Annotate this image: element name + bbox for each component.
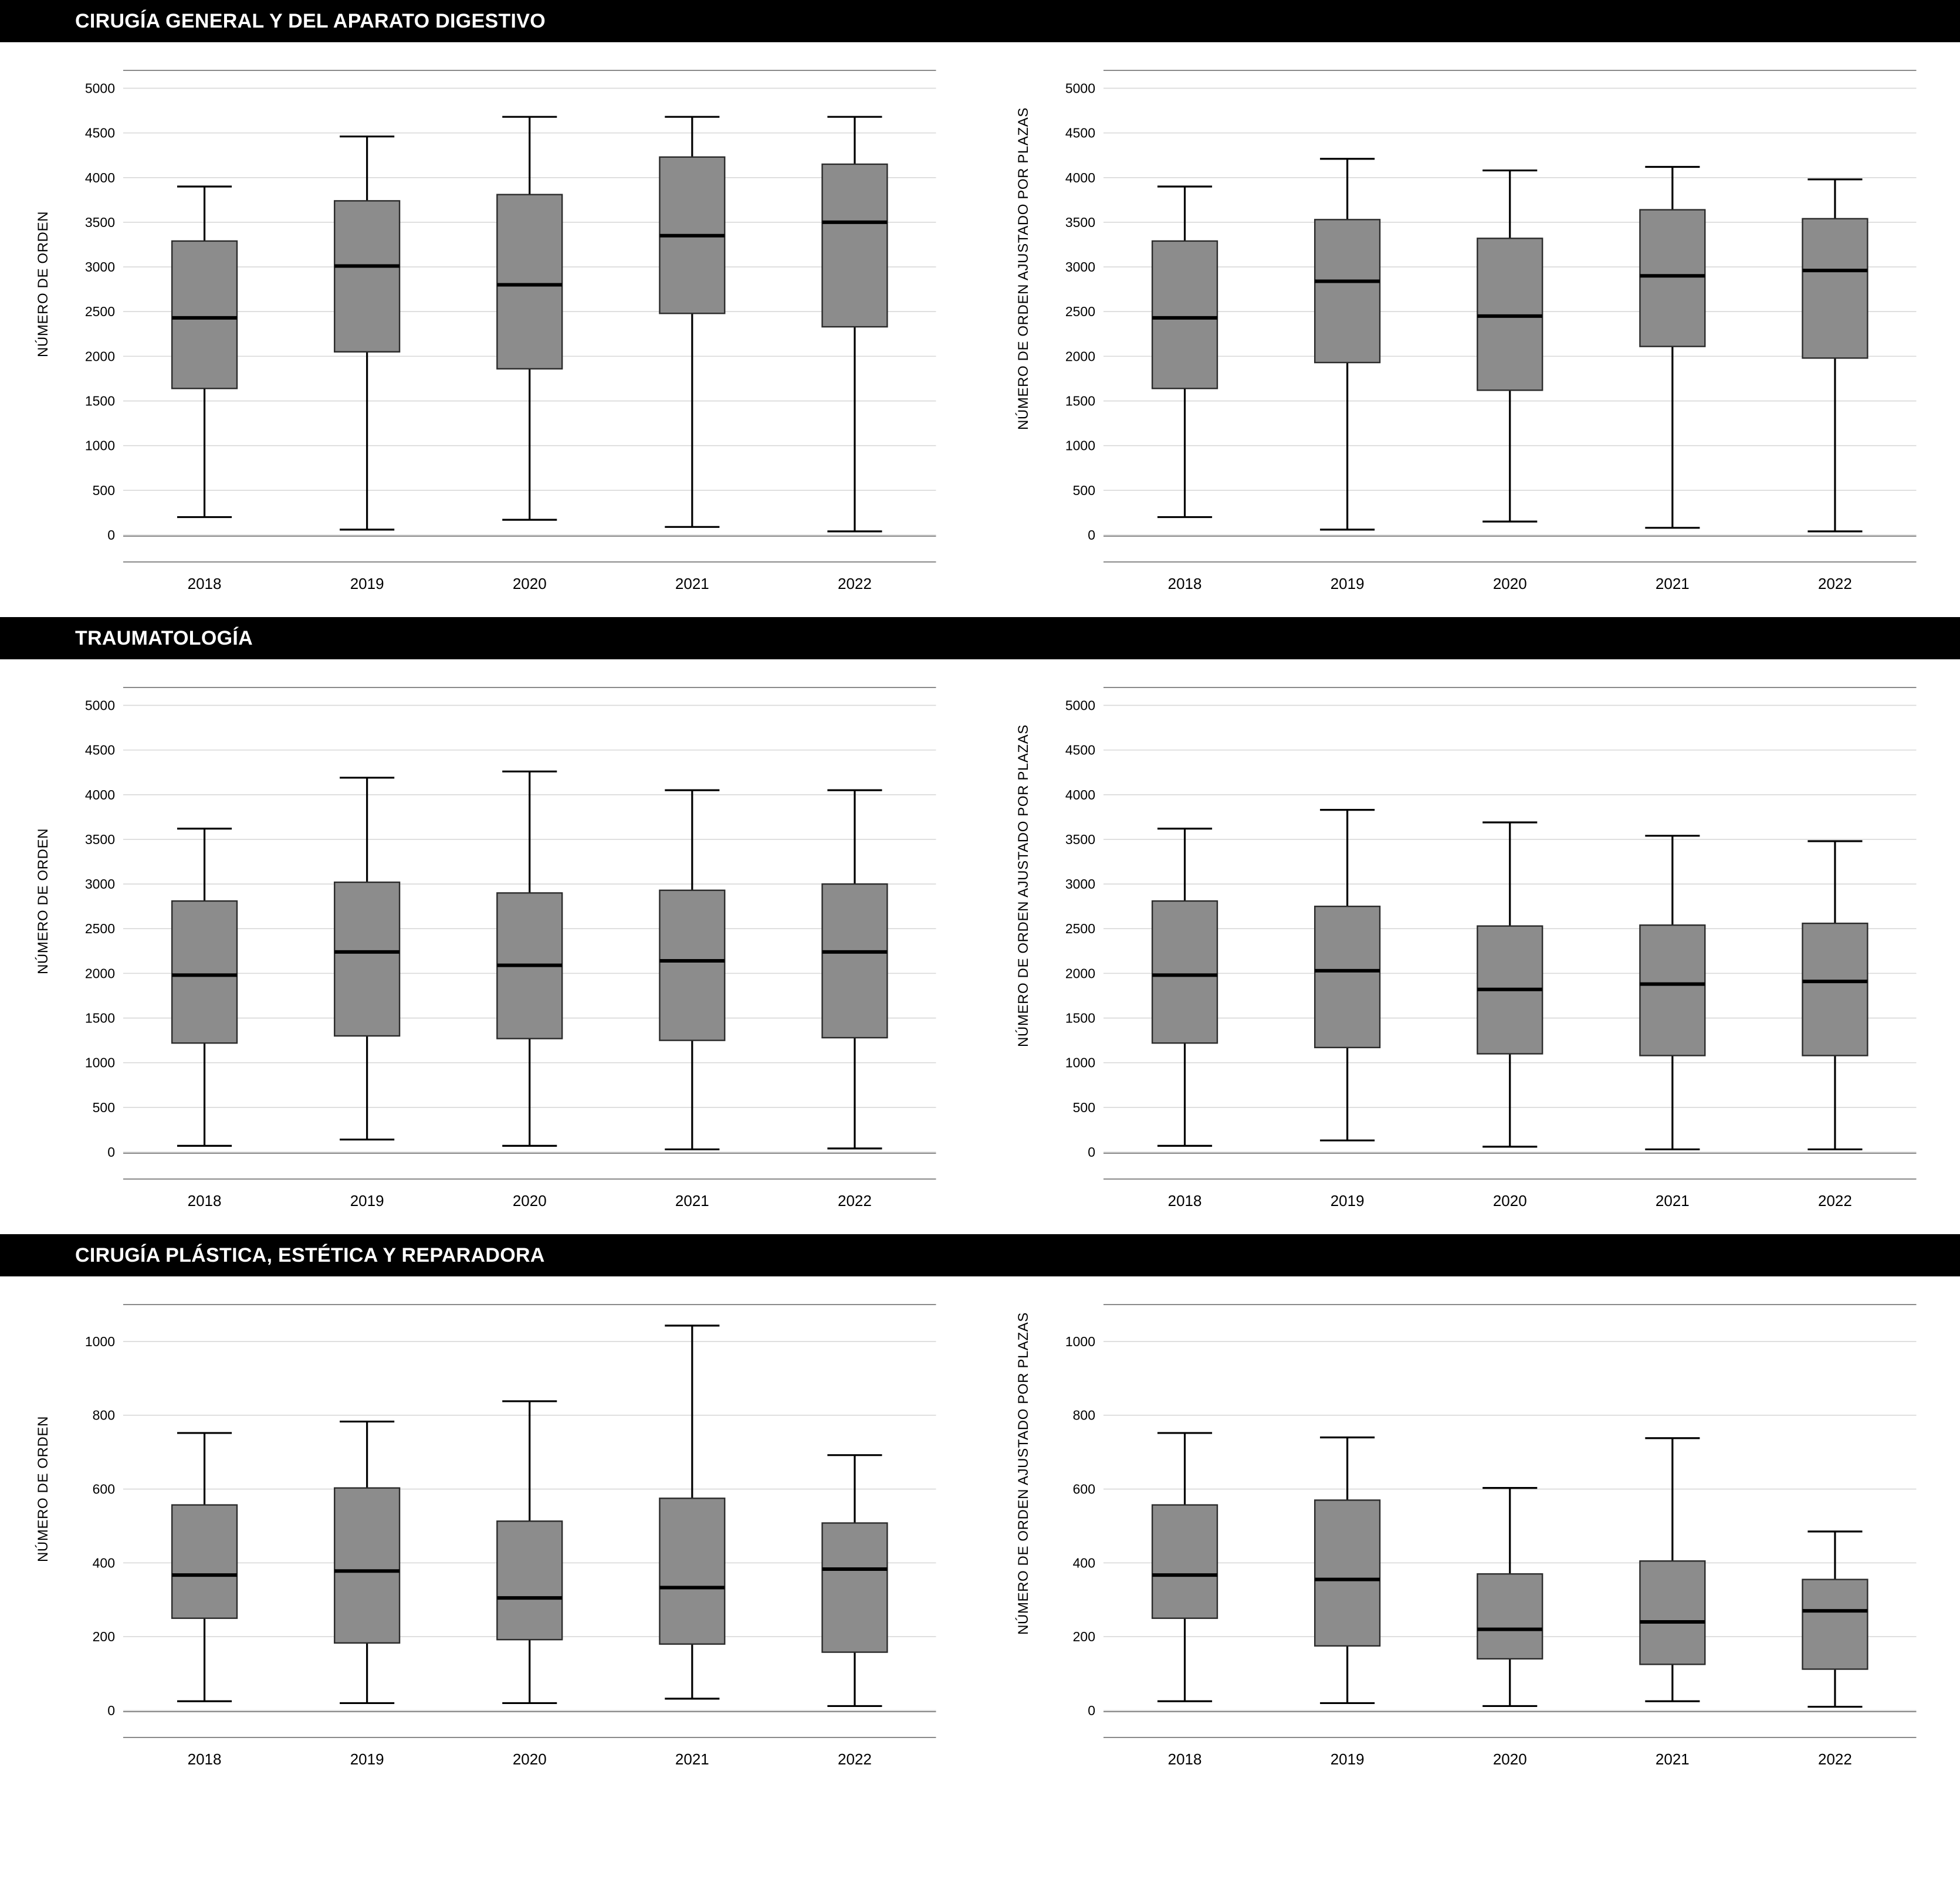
y-tick-label: 5000 xyxy=(84,697,115,713)
x-category-label: 2022 xyxy=(1817,575,1852,592)
chart-cell xyxy=(980,1276,1960,1793)
boxplot-box xyxy=(1477,171,1542,522)
y-axis-label: NÚMERO DE ORDEN AJUSTADO POR PLAZAS xyxy=(1015,1312,1031,1635)
boxplot-chart xyxy=(0,659,980,1234)
section-title: CIRUGÍA PLÁSTICA, ESTÉTICA Y REPARADORA xyxy=(0,1234,1960,1276)
interquartile-box xyxy=(1640,1561,1705,1664)
boxplot-box xyxy=(172,1433,237,1701)
boxplot-chart xyxy=(980,659,1960,1234)
boxplot-box xyxy=(1152,1433,1217,1701)
interquartile-box xyxy=(1640,925,1705,1055)
interquartile-box xyxy=(334,1488,400,1643)
x-category-label: 2022 xyxy=(1817,1192,1852,1210)
boxplot-box xyxy=(334,778,400,1140)
x-category-label: 2019 xyxy=(1330,1750,1365,1768)
y-tick-label: 4000 xyxy=(1065,787,1095,802)
interquartile-box xyxy=(822,164,888,327)
y-tick-label: 1000 xyxy=(1065,1055,1095,1071)
y-tick-label: 1000 xyxy=(84,1333,115,1349)
y-tick-label: 2500 xyxy=(1065,921,1095,937)
y-axis-label: NÚMERO DE ORDEN xyxy=(35,828,51,974)
x-category-label: 2021 xyxy=(1655,1750,1690,1768)
chart-wrap xyxy=(0,1276,980,1793)
y-tick-label: 3000 xyxy=(1065,259,1095,275)
y-tick-label: 3000 xyxy=(84,259,115,275)
y-axis-label: NÚMERO DE ORDEN xyxy=(35,1415,51,1562)
boxplot-box xyxy=(1152,187,1217,517)
chart-wrap xyxy=(980,659,1960,1234)
x-category-label: 2020 xyxy=(1492,1750,1527,1768)
y-tick-label: 3500 xyxy=(84,831,115,847)
boxplot-box xyxy=(1315,1437,1380,1703)
x-category-label: 2020 xyxy=(512,1192,547,1210)
boxplot-box xyxy=(1477,822,1542,1147)
y-tick-label: 4000 xyxy=(84,170,115,185)
boxplot-box xyxy=(659,117,725,527)
interquartile-box xyxy=(1315,906,1380,1048)
y-tick-label: 800 xyxy=(92,1407,115,1423)
y-tick-label: 4500 xyxy=(1065,125,1095,141)
y-tick-label: 1500 xyxy=(84,393,115,409)
chart-wrap xyxy=(980,42,1960,617)
interquartile-box xyxy=(1152,241,1217,388)
y-tick-label: 1500 xyxy=(1065,393,1095,409)
y-tick-label: 5000 xyxy=(84,80,115,96)
y-tick-label: 800 xyxy=(1072,1407,1095,1423)
interquartile-box xyxy=(1152,901,1217,1043)
y-axis-label: NÚMERO DE ORDEN AJUSTADO POR PLAZAS xyxy=(1015,724,1031,1047)
y-tick-label: 0 xyxy=(107,1703,115,1718)
boxplot-box xyxy=(659,790,725,1149)
y-tick-label: 5000 xyxy=(1065,697,1095,713)
boxplot-box xyxy=(1640,1438,1705,1702)
interquartile-box xyxy=(822,884,888,1038)
x-category-label: 2018 xyxy=(187,1750,222,1768)
x-category-label: 2022 xyxy=(1817,1750,1852,1768)
x-category-label: 2022 xyxy=(838,575,872,592)
y-axis-label: NÚMERO DE ORDEN xyxy=(35,211,51,357)
chart-cell xyxy=(980,659,1960,1234)
y-tick-label: 500 xyxy=(1072,1099,1095,1115)
y-tick-label: 3500 xyxy=(84,214,115,230)
y-tick-label: 3500 xyxy=(1065,831,1095,847)
x-category-label: 2019 xyxy=(1330,575,1365,592)
boxplot-box xyxy=(334,137,400,530)
boxplot-box xyxy=(1640,167,1705,527)
x-category-label: 2021 xyxy=(1655,575,1690,592)
y-tick-label: 500 xyxy=(1072,482,1095,498)
x-category-label: 2021 xyxy=(675,575,709,592)
y-tick-label: 3000 xyxy=(1065,876,1095,892)
section-title: TRAUMATOLOGÍA xyxy=(0,617,1960,659)
y-tick-label: 200 xyxy=(92,1629,115,1645)
y-tick-label: 2500 xyxy=(1065,304,1095,320)
boxplot-box xyxy=(1802,1532,1867,1707)
y-tick-label: 3000 xyxy=(84,876,115,892)
boxplot-chart xyxy=(980,1276,1960,1793)
boxplot-box xyxy=(497,1401,562,1703)
y-tick-label: 500 xyxy=(92,1099,115,1115)
x-category-label: 2020 xyxy=(1492,575,1527,592)
y-tick-label: 1000 xyxy=(1065,438,1095,453)
y-tick-label: 4500 xyxy=(1065,742,1095,758)
y-tick-label: 0 xyxy=(1087,1144,1095,1160)
y-tick-label: 2000 xyxy=(1065,348,1095,364)
y-tick-label: 0 xyxy=(107,527,115,543)
interquartile-box xyxy=(1477,1574,1542,1659)
y-tick-label: 1500 xyxy=(1065,1010,1095,1026)
x-category-label: 2018 xyxy=(1167,1192,1201,1210)
y-tick-label: 1500 xyxy=(84,1010,115,1026)
y-tick-label: 3500 xyxy=(1065,214,1095,230)
boxplot-box xyxy=(1477,1488,1542,1706)
x-category-label: 2020 xyxy=(512,575,547,592)
x-category-label: 2022 xyxy=(838,1192,872,1210)
boxplot-box xyxy=(1315,159,1380,530)
boxplot-box xyxy=(822,790,888,1149)
y-tick-label: 0 xyxy=(1087,527,1095,543)
interquartile-box xyxy=(659,1498,725,1644)
interquartile-box xyxy=(334,201,400,351)
chart-cell xyxy=(980,42,1960,617)
chart-cell xyxy=(0,659,980,1234)
boxplot-box xyxy=(822,1455,888,1706)
x-category-label: 2019 xyxy=(350,1750,384,1768)
boxplot-box xyxy=(172,187,237,517)
y-axis-label: NÚMERO DE ORDEN AJUSTADO POR PLAZAS xyxy=(1015,107,1031,430)
interquartile-box xyxy=(1315,1500,1380,1645)
interquartile-box xyxy=(334,882,400,1036)
x-category-label: 2021 xyxy=(675,1192,709,1210)
charts-row xyxy=(0,659,1960,1234)
boxplot-box xyxy=(1802,179,1867,531)
boxplot-box xyxy=(822,117,888,531)
interquartile-box xyxy=(822,1523,888,1652)
interquartile-box xyxy=(1315,219,1380,363)
boxplot-chart xyxy=(0,1276,980,1793)
x-category-label: 2019 xyxy=(1330,1192,1365,1210)
x-category-label: 2019 xyxy=(350,575,384,592)
boxplot-chart xyxy=(980,42,1960,617)
boxplot-box xyxy=(659,1326,725,1699)
x-category-label: 2019 xyxy=(350,1192,384,1210)
y-tick-label: 2000 xyxy=(84,348,115,364)
y-tick-label: 1000 xyxy=(84,438,115,453)
boxplot-box xyxy=(172,829,237,1146)
y-tick-label: 2000 xyxy=(84,966,115,981)
interquartile-box xyxy=(1152,1505,1217,1618)
y-tick-label: 500 xyxy=(92,482,115,498)
x-category-label: 2022 xyxy=(838,1750,872,1768)
specialty-section xyxy=(0,617,1960,1234)
y-tick-label: 4500 xyxy=(84,125,115,141)
interquartile-box xyxy=(1477,238,1542,390)
interquartile-box xyxy=(172,241,237,388)
x-category-label: 2021 xyxy=(675,1750,709,1768)
chart-cell xyxy=(0,42,980,617)
y-tick-label: 4000 xyxy=(84,787,115,802)
interquartile-box xyxy=(172,901,237,1043)
y-tick-label: 0 xyxy=(1087,1703,1095,1718)
boxplot-box xyxy=(497,771,562,1146)
interquartile-box xyxy=(172,1505,237,1618)
interquartile-box xyxy=(497,195,562,369)
x-category-label: 2018 xyxy=(1167,575,1201,592)
y-tick-label: 400 xyxy=(1072,1555,1095,1571)
y-tick-label: 2000 xyxy=(1065,966,1095,981)
y-tick-label: 200 xyxy=(1072,1629,1095,1645)
interquartile-box xyxy=(659,890,725,1041)
specialty-section xyxy=(0,0,1960,617)
x-category-label: 2021 xyxy=(1655,1192,1690,1210)
charts-row xyxy=(0,42,1960,617)
charts-row xyxy=(0,1276,1960,1793)
x-category-label: 2020 xyxy=(512,1750,547,1768)
y-tick-label: 4000 xyxy=(1065,170,1095,185)
y-tick-label: 2500 xyxy=(84,304,115,320)
boxplot-box xyxy=(1315,810,1380,1141)
interquartile-box xyxy=(1802,219,1867,358)
boxplot-box xyxy=(1802,841,1867,1149)
boxplot-box xyxy=(1640,836,1705,1150)
interquartile-box xyxy=(1802,1580,1867,1669)
x-category-label: 2018 xyxy=(187,1192,222,1210)
x-category-label: 2020 xyxy=(1492,1192,1527,1210)
x-category-label: 2018 xyxy=(187,575,222,592)
interquartile-box xyxy=(497,1521,562,1640)
chart-wrap xyxy=(0,659,980,1234)
x-category-label: 2018 xyxy=(1167,1750,1201,1768)
y-tick-label: 2500 xyxy=(84,921,115,937)
specialty-section xyxy=(0,1234,1960,1793)
chart-wrap xyxy=(0,42,980,617)
interquartile-box xyxy=(1640,210,1705,347)
y-tick-label: 5000 xyxy=(1065,80,1095,96)
y-tick-label: 4500 xyxy=(84,742,115,758)
y-tick-label: 400 xyxy=(92,1555,115,1571)
section-title: CIRUGÍA GENERAL Y DEL APARATO DIGESTIVO xyxy=(0,0,1960,42)
boxplot-box xyxy=(1152,829,1217,1146)
y-tick-label: 0 xyxy=(107,1144,115,1160)
y-tick-label: 1000 xyxy=(84,1055,115,1071)
chart-cell xyxy=(0,1276,980,1793)
y-tick-label: 600 xyxy=(1072,1481,1095,1497)
interquartile-box xyxy=(1802,923,1867,1055)
chart-wrap xyxy=(980,1276,1960,1793)
y-tick-label: 1000 xyxy=(1065,1333,1095,1349)
boxplot-box xyxy=(334,1421,400,1703)
y-tick-label: 600 xyxy=(92,1481,115,1497)
boxplot-chart xyxy=(0,42,980,617)
